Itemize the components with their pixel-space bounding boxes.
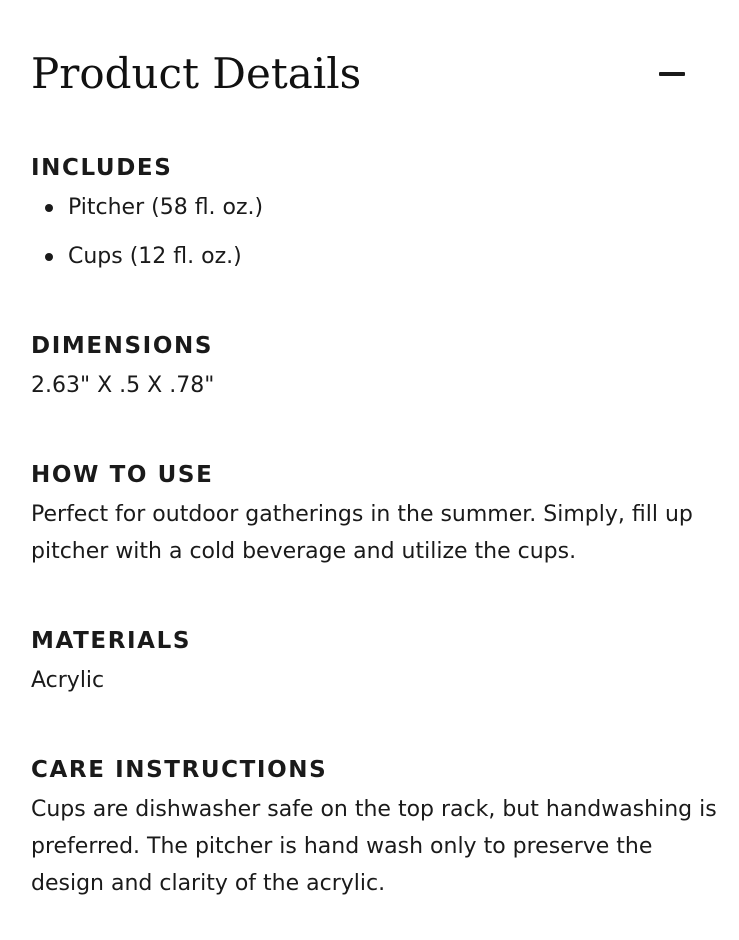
list-item xyxy=(31,189,721,226)
bullet-icon xyxy=(45,204,53,212)
section-materials xyxy=(31,626,721,699)
section-body: Perfect for outdoor gatherings in the summer. Simply, fill up pitcher with a cold beverage and utilize the cups. xyxy=(31,502,693,564)
section-care-instructions xyxy=(31,755,721,902)
section-how-to-use xyxy=(31,460,721,570)
collapse-button[interactable] xyxy=(656,58,688,90)
section-heading: MATERIALS xyxy=(31,628,191,654)
list-item-text: Cups (12 fl. oz.) xyxy=(68,244,242,269)
section-body: 2.63" X .5 X .78" xyxy=(31,373,215,398)
section-heading: CARE INSTRUCTIONS xyxy=(31,757,328,783)
bullet-icon xyxy=(45,253,53,261)
section-heading: HOW TO USE xyxy=(31,462,214,488)
includes-list xyxy=(31,189,721,275)
section-includes xyxy=(31,153,721,287)
list-item xyxy=(31,238,721,275)
section-body: Cups are dishwasher safe on the top rack, but handwashing is preferred. The pitcher is hand wash only to preserve the design and clarity of the acrylic. xyxy=(31,797,717,896)
section-heading: INCLUDES xyxy=(31,155,173,181)
section-heading: DIMENSIONS xyxy=(31,333,213,359)
minus-icon xyxy=(659,72,685,76)
section-body: Acrylic xyxy=(31,668,105,693)
panel-title: Product Details xyxy=(31,49,362,98)
panel-header xyxy=(31,46,701,106)
list-item-text: Pitcher (58 fl. oz.) xyxy=(68,195,264,220)
section-dimensions xyxy=(31,331,721,404)
